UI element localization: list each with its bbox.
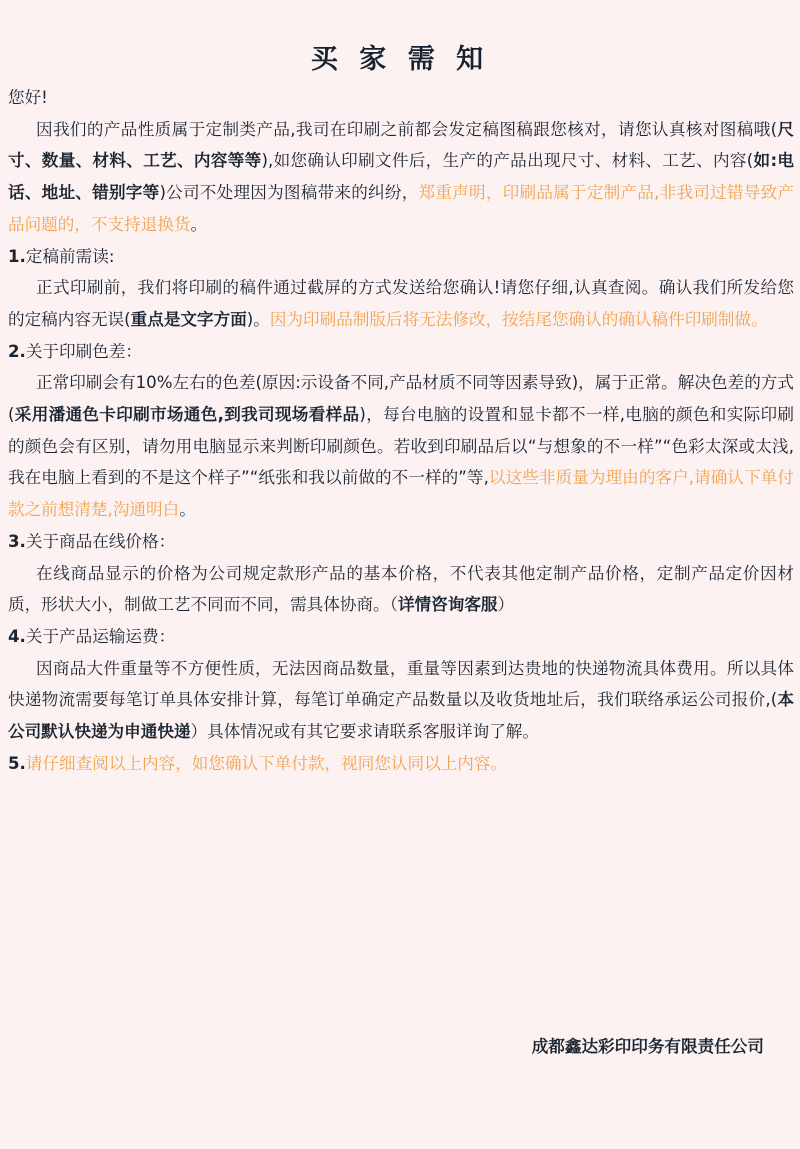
section-2-paragraph bbox=[8, 367, 794, 526]
section-3-text-c: ） bbox=[497, 595, 515, 615]
section-3-text-a: 在线商品显示的价格为公司规定款形产品的基本价格，不代表其他定制产品价格，定制产品定价因材质，形状大小，制做工艺不同而不同，需具体协商。（ bbox=[8, 563, 794, 615]
section-1-paragraph bbox=[8, 272, 794, 335]
section-3-title: 关于商品在线价格： bbox=[25, 531, 176, 551]
section-1-number: 1. bbox=[8, 246, 26, 266]
section-1-text-c: )。 bbox=[246, 309, 270, 329]
intro-highlight: 郑重声明，印刷品属于定制产品,非我司过错导致产品问题的，不支持退换货 bbox=[8, 183, 794, 234]
section-1-title: 定稿前需读: bbox=[25, 246, 115, 266]
notice-body bbox=[8, 82, 794, 779]
section-2-title: 关于印刷色差： bbox=[25, 341, 143, 361]
section-2-highlight: 以这些非质量为理由的客户,请确认下单付款之前想清楚,沟通明白 bbox=[8, 468, 794, 520]
section-2-number: 2. bbox=[8, 341, 26, 361]
intro-text-g: 。 bbox=[190, 214, 208, 234]
section-2-text-e: 。 bbox=[179, 500, 196, 520]
intro-text-e: )公司不处理因为图稿带来的纠纷， bbox=[159, 183, 419, 203]
intro-text-a: 因我们的产品性质属于定制类产品,我司在印刷之前都会发定稿图稿跟您核对，请您认真核对图稿哦( bbox=[36, 119, 778, 139]
greeting: 您好! bbox=[8, 88, 48, 107]
section-3-heading bbox=[8, 526, 794, 558]
section-1-heading bbox=[8, 241, 794, 273]
section-1-bold: 重点是文字方面 bbox=[130, 309, 247, 329]
section-5-paragraph bbox=[8, 748, 794, 780]
section-5-number: 5. bbox=[8, 753, 26, 773]
section-4-paragraph bbox=[8, 653, 794, 748]
intro-paragraph bbox=[8, 114, 794, 241]
section-3-bold: 详情咨询客服 bbox=[397, 595, 498, 615]
section-2-bold: 采用潘通色卡印刷市场通色,到我司现场看样品 bbox=[14, 405, 360, 425]
section-3-number: 3. bbox=[8, 531, 26, 551]
page-title: 买 家 需 知 bbox=[310, 44, 490, 75]
section-4-heading bbox=[8, 621, 794, 653]
section-3-paragraph bbox=[8, 558, 794, 621]
section-2-text-a: 正常印刷会有10%左右的色差(原因:示设备不同,产品材质不同等因素导致)，属于正常。解决色差的方式( bbox=[8, 373, 794, 425]
section-4-text-c: ）具体情况或有其它要求请联系客服详询了解。 bbox=[190, 722, 539, 742]
company-signature: 成都鑫达彩印印务有限责任公司 bbox=[531, 1037, 764, 1056]
section-4-title: 关于产品运输运费： bbox=[25, 626, 176, 646]
section-5-highlight: 请仔细查阅以上内容，如您确认下单付款，视同您认同以上内容。 bbox=[25, 753, 508, 773]
section-4-text-a: 因商品大件重量等不方便性质，无法因商品数量，重量等因素到达贵地的快递物流具体费用。所以具体快递物流需要每笔订单具体安排计算，每笔订单确定产品数量以及收货地址后，我们联络承运公司报价,( bbox=[8, 658, 794, 710]
section-1-highlight: 因为印刷品制版后将无法修改，按结尾您确认的确认稿件印刷制做。 bbox=[269, 309, 768, 329]
section-4-number: 4. bbox=[8, 626, 26, 646]
intro-text-c: ),如您确认印刷文件后，生产的产品出现尺寸、材料、工艺、内容( bbox=[261, 151, 754, 171]
intro-bold-d: 如:电话、地址、错别字等 bbox=[8, 151, 794, 203]
section-1-text-a: 正式印刷前，我们将印刷的稿件通过截屏的方式发送给您确认!请您仔细,认真查阅。确认我们所发给您的定稿内容无误( bbox=[8, 278, 794, 329]
section-2-text-c: )，每台电脑的设置和显卡都不一样,电脑的颜色和实际印刷的颜色会有区别，请勿用电脑显示来判断印刷颜色。若收到印刷品后以“与想象的不一样”“色彩太深或太浅,我在电脑上看到的不是这个样子”“纸张和我以前做的不一样的”等, bbox=[8, 405, 794, 488]
section-2-heading bbox=[8, 336, 794, 368]
section-4-bold: 本公司默认快递为申通快递 bbox=[8, 690, 795, 742]
intro-bold-a: 尺寸、数量、材料、工艺、内容等等 bbox=[8, 119, 794, 171]
